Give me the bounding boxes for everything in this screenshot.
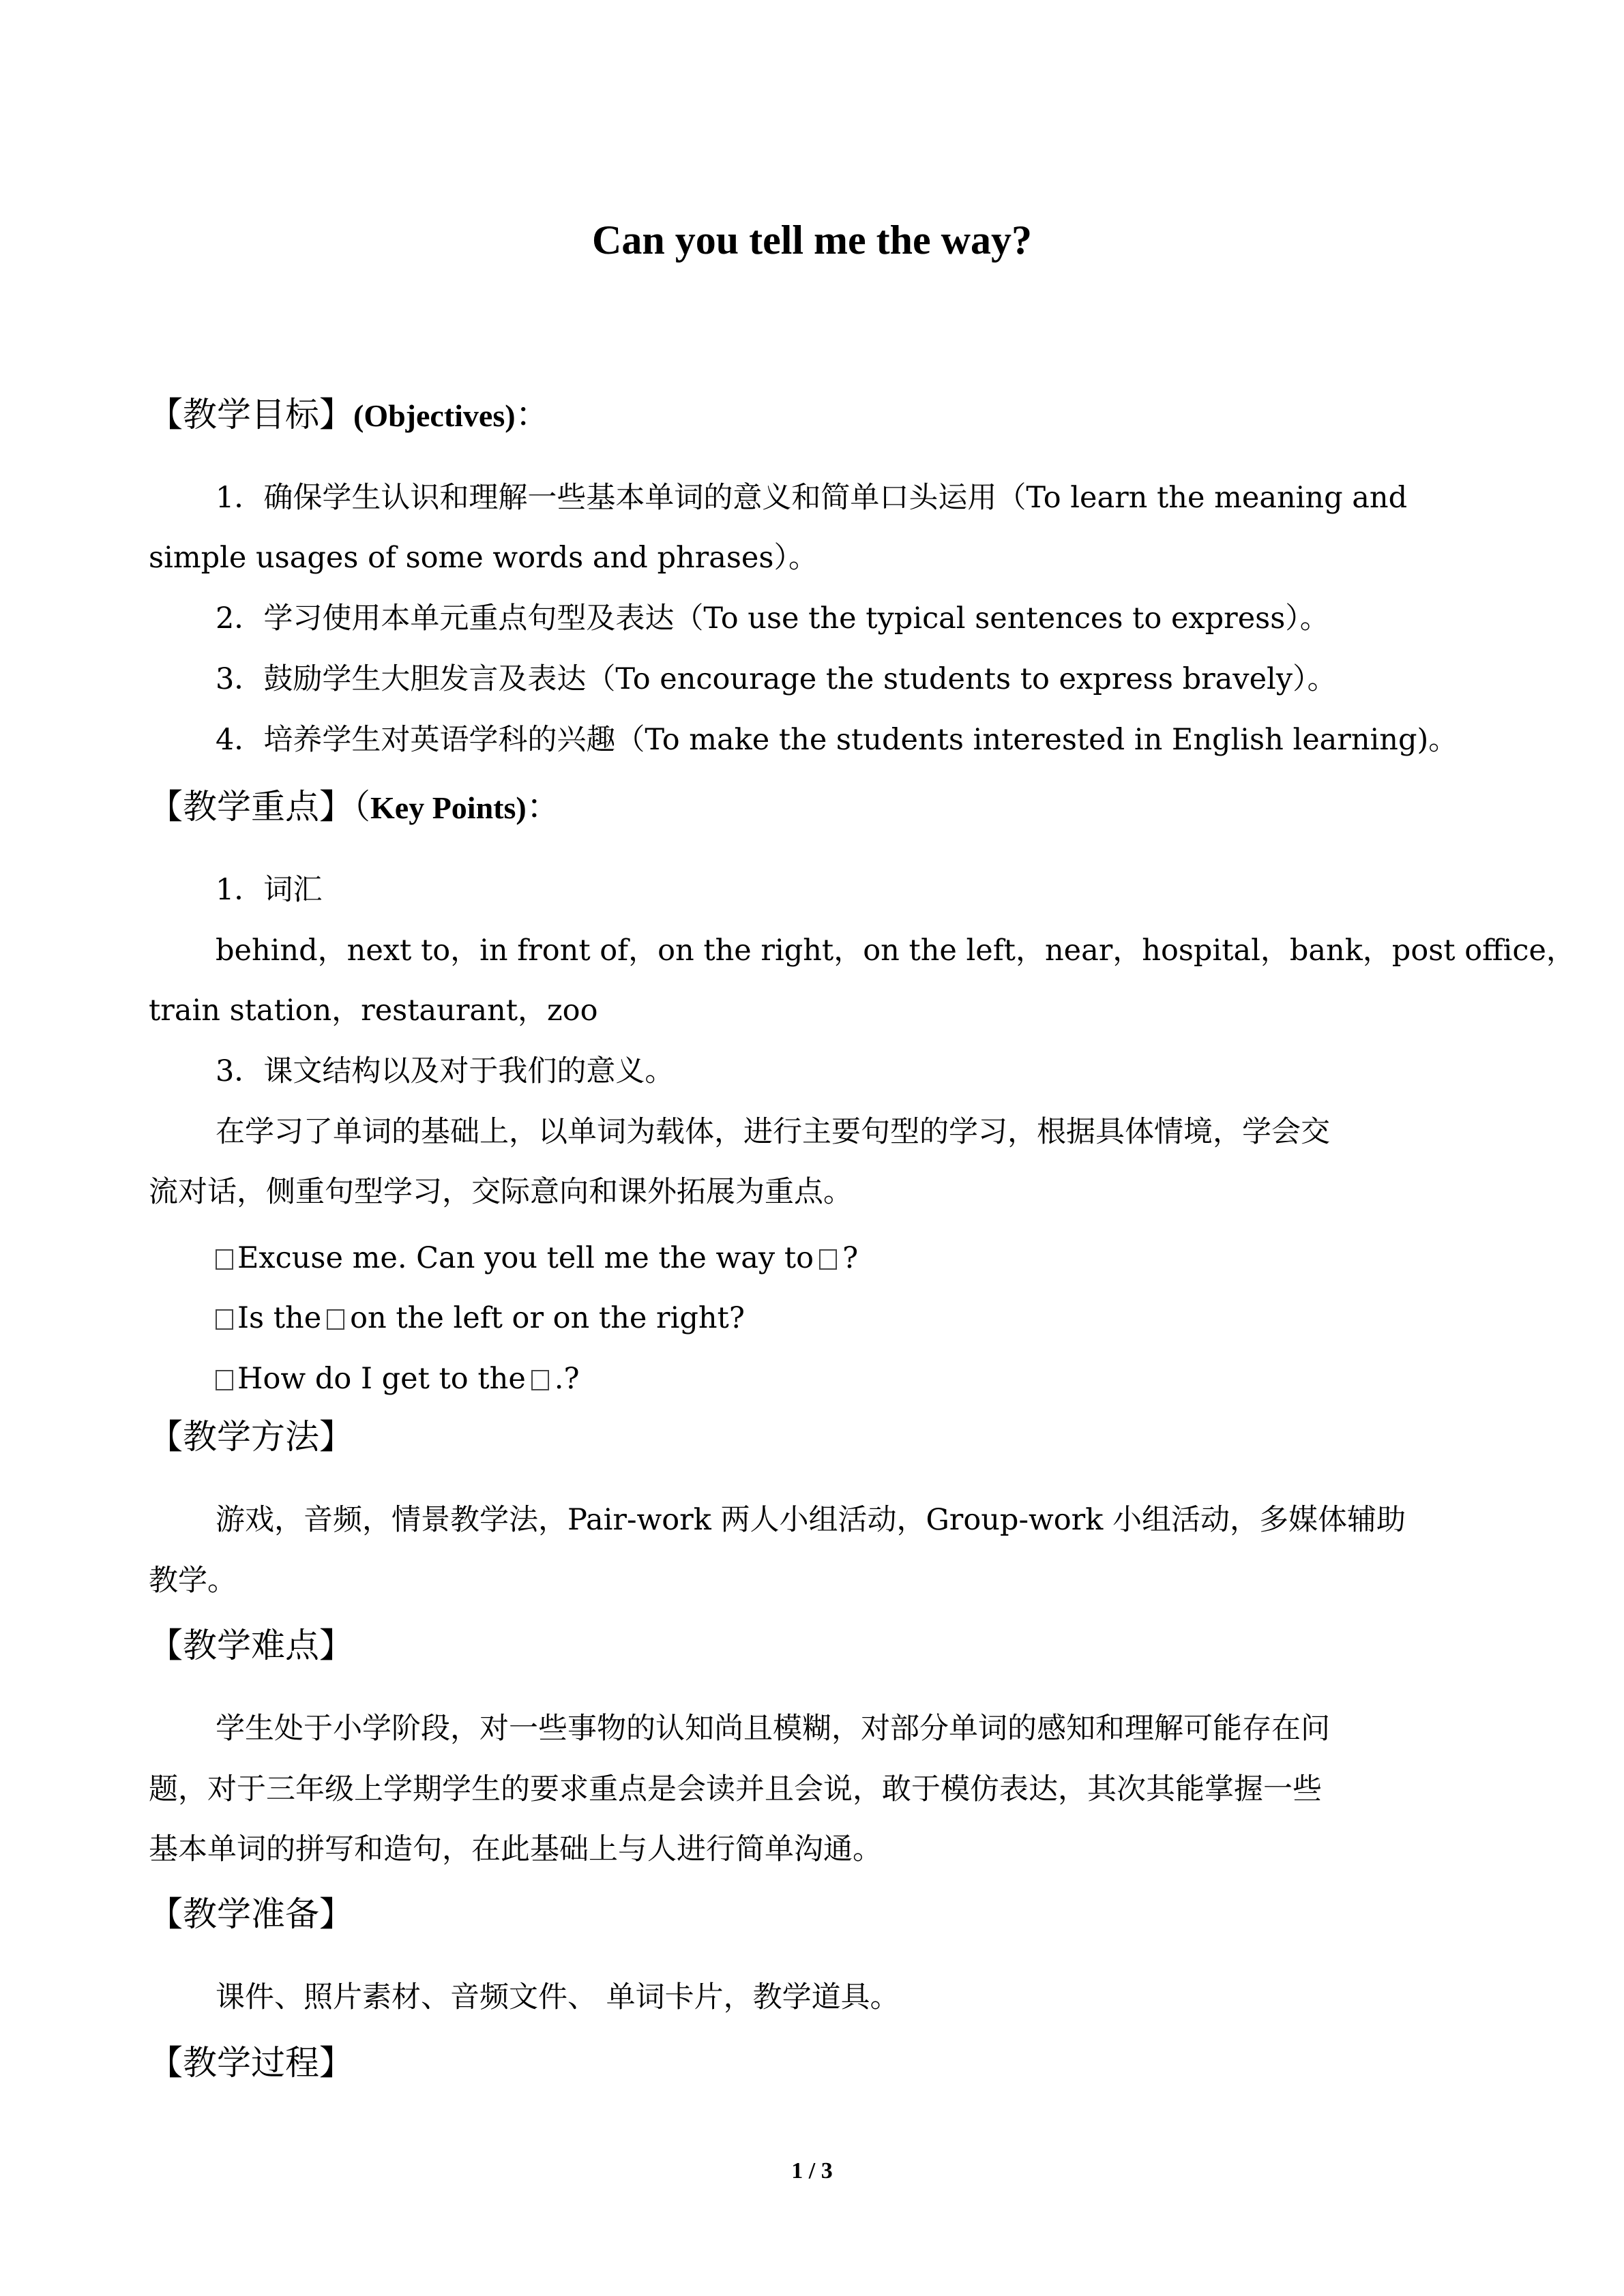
objectives-heading (149, 391, 550, 440)
blank-box-icon (327, 1309, 344, 1330)
sentence-pattern-1 (216, 1238, 858, 1279)
key-points-heading-en: Key Points) (370, 790, 527, 825)
blank-box-icon (819, 1249, 837, 1270)
key-points-item-3: 3．课文结构以及对于我们的意义。 (216, 1054, 675, 1088)
vocab-line-2: train station，restaurant，zoo (149, 994, 598, 1028)
objective-item-2: 2．学习使用本单元重点句型及表达（To use the typical sentences to express）。 (216, 601, 1329, 636)
bullet-box-icon (216, 1370, 233, 1390)
objectives-heading-en: (Objectives) (353, 398, 516, 433)
key-points-heading-colon: ： (526, 787, 561, 826)
key-points-heading (149, 783, 561, 832)
sentence-pattern-2-end: on the left or on the right? (350, 1301, 745, 1335)
difficulties-heading: 【教学难点】 (149, 1626, 353, 1665)
preparation-line-1: 课件、照片素材、音频文件、 单词卡片，教学道具。 (216, 1980, 900, 2014)
methods-line-1: 游戏，音频，情景教学法，Pair-work 两人小组活动，Group-work 小组活动，多媒体辅助 (216, 1503, 1406, 1537)
key-points-desc-1: 在学习了单词的基础上，以单词为载体，进行主要句型的学习，根据具体情境，学会交 (216, 1115, 1330, 1149)
vocab-line-1: behind，next to，in front of，on the right，on the left，near，hospital，bank，post office， (216, 934, 1576, 968)
objective-item-1-cont: simple usages of some words and phrases）。 (149, 541, 818, 575)
objectives-heading-colon: ： (515, 395, 550, 434)
methods-line-2: 教学。 (149, 1564, 237, 1598)
document-title: Can you tell me the way? (592, 218, 1032, 263)
objective-item-1: 1．确保学生认识和理解一些基本单词的意义和简单口头运用（To learn the meaning and (216, 481, 1408, 515)
objectives-heading-cn: 【教学目标】 (149, 395, 353, 434)
sentence-pattern-3-end: .? (554, 1362, 580, 1396)
sentence-pattern-2 (216, 1298, 745, 1339)
sentence-pattern-3-text: How do I get to the (237, 1362, 526, 1396)
sentence-pattern-3 (216, 1358, 580, 1399)
sentence-pattern-1-text: Excuse me. Can you tell me the way to (237, 1241, 814, 1275)
blank-box-icon (531, 1370, 549, 1390)
bullet-box-icon (216, 1249, 233, 1270)
objective-item-3: 3．鼓励学生大胆发言及表达（To encourage the students to express bravely）。 (216, 662, 1337, 696)
key-points-desc-2: 流对话，侧重句型学习，交际意向和课外拓展为重点。 (149, 1175, 853, 1209)
methods-heading: 【教学方法】 (149, 1417, 353, 1457)
key-points-item-1: 1．词汇 (216, 873, 323, 907)
process-heading: 【教学过程】 (149, 2043, 353, 2083)
page-number: 1 / 3 (791, 2158, 833, 2183)
sentence-pattern-2-text: Is the (237, 1301, 322, 1335)
key-points-heading-cn: 【教学重点】（ (149, 787, 370, 826)
objective-item-4: 4．培养学生对英语学科的兴趣（To make the students interested in English learning)。 (216, 723, 1458, 757)
difficulties-line-2: 题，对于三年级上学期学生的要求重点是会读并且会说，敢于模仿表达，其次其能掌握一些 (149, 1772, 1322, 1806)
difficulties-line-1: 学生处于小学阶段，对一些事物的认知尚且模糊，对部分单词的感知和理解可能存在问 (216, 1712, 1330, 1746)
difficulties-line-3: 基本单词的拼写和造句，在此基础上与人进行简单沟通。 (149, 1832, 882, 1866)
sentence-pattern-1-end: ? (842, 1241, 859, 1275)
bullet-box-icon (216, 1309, 233, 1330)
preparation-heading: 【教学准备】 (149, 1894, 353, 1934)
